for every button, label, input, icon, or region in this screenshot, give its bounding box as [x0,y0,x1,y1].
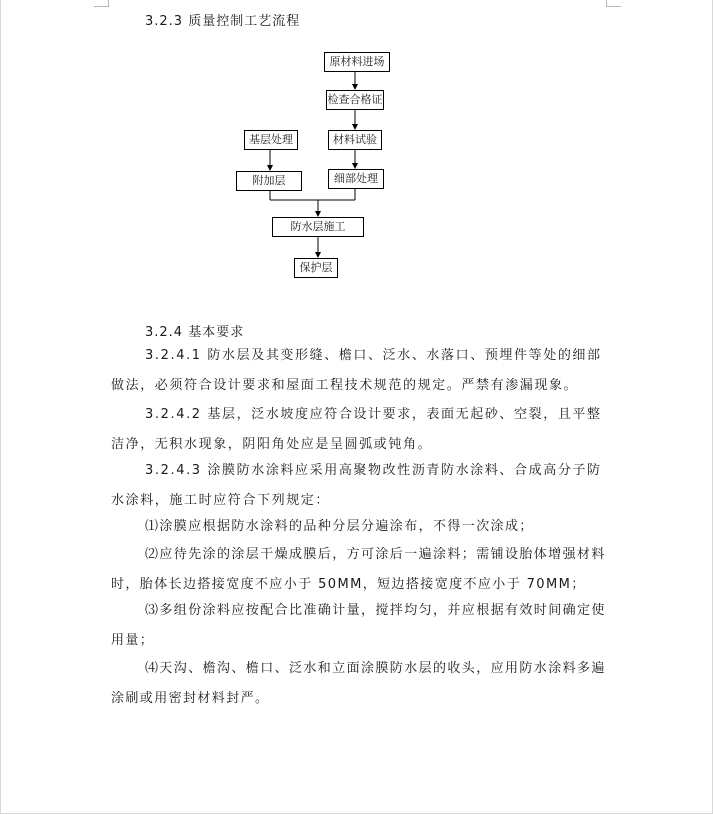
paragraph-3-2-4-2: 3.2.4.2 基层，泛水坡度应符合设计要求，表面无起砂、空裂，且平整洁净，无积水现象，阴阳角处应是呈圆弧或钝角。 [111,407,602,452]
list-item-4: ⑷天沟、檐沟、檐口、泛水和立面涂膜防水层的收头，应用防水涂料多遍涂刷或用密封材料封严。 [111,661,606,706]
flow-box-materials-arrival: 原材料进场 [324,52,390,72]
section-heading-3-2-4: 3.2.4 基本要求 [145,325,245,340]
flow-box-base-treatment: 基层处理 [244,130,298,150]
paragraph-3-2-4-1: 3.2.4.1 防水层及其变形缝、檐口、泛水、水落口、预埋件等处的细部做法，必须符合设计要求和屋面工程技术规范的规定。严禁有渗漏现象。 [111,348,602,393]
page-corner-mark-left [94,0,109,7]
page-corner-mark-right [606,0,621,7]
section-heading-3-2-3: 3.2.3 质量控制工艺流程 [145,14,301,29]
flow-box-check-certificate: 检查合格证 [326,90,384,110]
list-item-2: ⑵应待先涂的涂层干燥成膜后，方可涂后一遍涂料；需铺设胎体增强材料时，胎体长边搭接宽度不应小于 50MM，短边搭接宽度不应小于 70MM； [111,547,606,592]
paragraph-3-2-4-3: 3.2.4.3 涂膜防水涂料应采用高聚物改性沥青防水涂料、合成高分子防水涂料，施工时应符合下列规定： [111,463,602,508]
list-item-1: ⑴涂膜应根据防水涂料的品种分层分遍涂布，不得一次涂成； [145,519,534,534]
flow-box-additional-layer: 附加层 [236,171,302,191]
list-item-3: ⑶多组份涂料应按配合比准确计量，搅拌均匀，并应根据有效时间确定使用量； [111,603,606,648]
flow-box-detail-treatment: 细部处理 [328,169,384,189]
flow-box-waterproof-construction: 防水层施工 [272,217,364,237]
flow-box-protective-layer: 保护层 [294,258,338,278]
flow-box-material-test: 材料试验 [328,130,382,150]
